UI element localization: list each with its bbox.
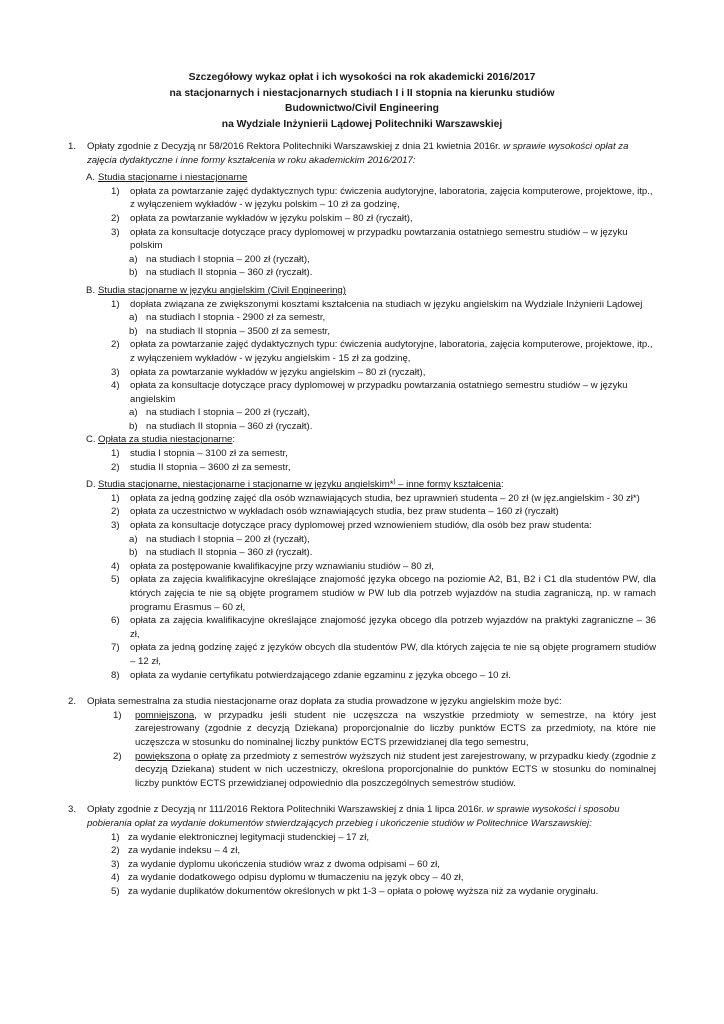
list-item bbox=[0, 885, 656, 899]
list-item bbox=[0, 750, 656, 791]
list-number: 3) bbox=[111, 520, 120, 532]
list-item bbox=[0, 379, 656, 406]
list-number: 1) bbox=[113, 709, 122, 721]
list-number: 5) bbox=[111, 574, 120, 586]
list-item bbox=[0, 641, 656, 668]
heading-colon: : bbox=[232, 434, 236, 446]
section-3-text: Opłaty zgodnie z Decyzją nr 111/2016 Rektora Politechniki Warszawskiej z dnia 1 lipca 2016r. bbox=[87, 804, 487, 816]
subsection-b bbox=[0, 284, 656, 298]
section-2 bbox=[0, 695, 656, 709]
list-item bbox=[0, 858, 656, 872]
list-item bbox=[0, 505, 656, 519]
list-letter: b) bbox=[129, 325, 138, 337]
list-item bbox=[0, 447, 656, 461]
list-item bbox=[0, 560, 656, 574]
list-number: 2) bbox=[111, 461, 120, 473]
list-text: dopłata związana ze zwiększonymi kosztami kształcenia na studiach w języku angielskim na Wydziale Inżynierii Lądowej bbox=[130, 298, 643, 310]
list-text: na studiach II stopnia – 360 zł (ryczałt). bbox=[146, 547, 313, 559]
list-text: opłata za powtarzanie wykładów w języku polskim – 80 zł (ryczałt), bbox=[130, 212, 413, 224]
list-text: studia I stopnia – 3100 zł za semestr, bbox=[130, 448, 288, 460]
list-text: za wydanie dodatkowego odpisu dyplomu w tłumaczeniu na język obcy – 40 zł, bbox=[128, 872, 464, 884]
list-subitem bbox=[0, 420, 656, 434]
title-line-2: na stacjonarnych i niestacjonarnych studiach I i II stopnia na kierunku studiów bbox=[169, 87, 555, 99]
list-text: na studiach I stopnia – 200 zł (ryczałt), bbox=[146, 533, 310, 545]
list-text: opłata za konsultacje dotyczące pracy dyplomowej w przypadku powtarzania ostatniego semestru studiów – w języku angielskim bbox=[130, 380, 628, 405]
section-3-italic: w sprawie wysokości i sposobu pobierania opłat za wydanie dokumentów stwierdzających przebieg i ukończenie studiów w Politechnice Warszawskiej: bbox=[87, 804, 620, 829]
list-item bbox=[0, 185, 656, 212]
list-text: na studiach I stopnia - 2900 zł za semestr, bbox=[146, 312, 326, 324]
list-number: 4) bbox=[111, 560, 120, 572]
list-item bbox=[0, 669, 656, 683]
title-line-1: Szczegółowy wykaz opłat i ich wysokości na rok akademicki 2016/2017 bbox=[188, 72, 536, 83]
list-text: studia II stopnia – 3600 zł za semestr, bbox=[130, 461, 291, 473]
list-letter: a) bbox=[129, 312, 138, 324]
list-item bbox=[0, 871, 656, 885]
list-item bbox=[0, 226, 656, 253]
heading-colon: : bbox=[501, 479, 504, 491]
list-keyword: pomniejszona bbox=[135, 709, 195, 721]
list-text: opłata za postępowanie kwalifikacyjne przy wznawianiu studiów – 80 zł, bbox=[130, 560, 434, 572]
list-text: opłata za jedną godzinę zajęć z języków obcych dla studentów PW, dla których zajęcia te nie są objęte programem studiów – 12 zł, bbox=[130, 642, 656, 667]
section-1-number: 1. bbox=[68, 141, 77, 152]
subsection-c-letter: C. bbox=[86, 434, 96, 446]
list-number: 7) bbox=[111, 642, 120, 654]
list-text: opłata za uczestnictwo w wykładach osób wznawiających studia, bez praw studenta – 160 zł (ryczałt) bbox=[130, 506, 559, 518]
list-item bbox=[0, 614, 656, 641]
list-number: 2) bbox=[111, 339, 120, 351]
list-number: 3) bbox=[111, 366, 120, 378]
subsection-d bbox=[0, 478, 656, 492]
list-item bbox=[0, 298, 656, 312]
subsection-c bbox=[0, 433, 656, 447]
subsection-c-heading: Opłata za studia niestacjonarne bbox=[98, 434, 233, 446]
list-subitem bbox=[0, 266, 656, 280]
list-letter: a) bbox=[129, 533, 138, 545]
section-2-text: Opłata semestralna za studia niestacjonarne oraz dopłata za studia prowadzone w języku angielskim może być: bbox=[87, 696, 562, 708]
list-item bbox=[0, 709, 656, 750]
list-item bbox=[0, 844, 656, 858]
subsection-d-heading-tail: – inne formy kształcenia bbox=[395, 479, 502, 491]
subsection-b-letter: B. bbox=[86, 284, 96, 296]
list-text: na studiach II stopnia – 360 zł (ryczałt). bbox=[146, 267, 313, 279]
document-body bbox=[0, 140, 724, 898]
title-line-3: Budownictwo/Civil Engineering bbox=[285, 103, 439, 115]
list-text: za wydanie indeksu – 4 zł, bbox=[128, 845, 240, 857]
list-item bbox=[0, 519, 656, 533]
list-text: opłata za jedną godzinę zajęć dla osób wznawiających studia, bez uprawnień studenta – 20 zł (w jęz.angielskim - 30 zł*) bbox=[130, 492, 640, 504]
list-number: 8) bbox=[111, 669, 120, 681]
subsection-a-letter: A. bbox=[86, 172, 96, 184]
list-item bbox=[0, 338, 656, 365]
list-number: 4) bbox=[111, 380, 120, 392]
list-text: o opłatę za przedmioty z semestrów wyższych niż student jest zarejestrowany, w przypadku kiedy (zgodnie z decyzją Dziekana) student w nich uczestniczy, określona proporcjonalnie do punktów ECTS w stosunku do nominalnej liczby punktów ECTS przewidzianej odpowiednio dla poszczególnych semestrów studiów. bbox=[135, 750, 656, 789]
list-text: opłata za powtarzanie wykładów w języku angielskim – 80 zł (ryczałt), bbox=[130, 366, 426, 378]
list-number: 2) bbox=[111, 212, 120, 224]
list-item bbox=[0, 831, 656, 845]
section-2-number: 2. bbox=[68, 696, 77, 708]
list-number: 5) bbox=[111, 885, 120, 897]
list-text: na studiach II stopnia – 3500 zł za semestr, bbox=[146, 325, 330, 337]
list-subitem bbox=[0, 325, 656, 339]
list-item bbox=[0, 573, 656, 614]
list-text: , w przypadku jeśli student nie uczęszcza na wszystkie przedmioty w semestrze, na który jest zarejestrowany (zgodnie z decyzją Dziekana) proporcjonalnie do liczby punktów ECTS za przedmioty, na które nie uczęszcza w stosunku do nominalnej liczby punktów ECTS przewidzianej dla tego semestru, bbox=[135, 709, 656, 748]
list-text: za wydanie elektronicznej legitymacji studenckiej – 17 zł, bbox=[128, 831, 370, 843]
list-letter: b) bbox=[129, 267, 138, 279]
section-1 bbox=[0, 140, 656, 167]
subsection-a-heading: Studia stacjonarne i niestacjonarne bbox=[98, 172, 248, 184]
list-text: za wydanie duplikatów dokumentów określonych w pkt 1-3 – opłata o połowę wyższa niż za wydanie oryginału. bbox=[128, 885, 599, 897]
list-keyword: powiększona bbox=[135, 750, 191, 762]
section-1-italic: w sprawie wysokości opłat za zajęcia dydaktyczne i inne formy kształcenia w roku akademickim 2016/2017: bbox=[87, 141, 629, 166]
footnote-mark: ) bbox=[393, 479, 396, 486]
list-number: 1) bbox=[111, 185, 120, 197]
list-number: 2) bbox=[113, 750, 122, 762]
list-number: 3) bbox=[111, 226, 120, 238]
list-number: 4) bbox=[111, 872, 120, 884]
list-text: za wydanie dyplomu ukończenia studiów wraz z dwoma odpisami – 60 zł, bbox=[128, 858, 440, 870]
list-text: opłata za zajęcia kwalifikacyjne określające znajomość języka obcego na poziomie A2, B1, B2 i C1 dla studentów PW, dla których zajęcia te nie są objęte programem studiów w PW lub dla potrzeb wyjazdów na studia zagraniczą, np. w ramach programu Erasmus – 60 zł, bbox=[130, 574, 656, 613]
list-subitem bbox=[0, 533, 656, 547]
section-1-text: Opłaty zgodnie z Decyzją nr 58/2016 Rektora Politechniki Warszawskiej z dnia 21 kwietnia 2016r. bbox=[87, 141, 504, 152]
list-item bbox=[0, 212, 656, 226]
list-number: 3) bbox=[111, 858, 120, 870]
subsection-d-heading: Studia stacjonarne, niestacjonarne i stacjonarne w języku angielskim* bbox=[98, 479, 394, 491]
list-number: 1) bbox=[111, 831, 120, 843]
list-text: opłata za konsultacje dotyczące pracy dyplomowej w przypadku powtarzania ostatniego semestru studiów – w języku polskim bbox=[130, 226, 628, 252]
list-letter: b) bbox=[129, 547, 138, 559]
subsection-b-heading: Studia stacjonarne w języku angielskim (Civil Engineering) bbox=[98, 284, 346, 296]
list-number: 2) bbox=[111, 506, 120, 518]
list-subitem bbox=[0, 406, 656, 420]
list-text: na studiach II stopnia – 360 zł (ryczałt). bbox=[146, 420, 313, 432]
list-subitem bbox=[0, 546, 656, 560]
list-subitem bbox=[0, 311, 656, 325]
list-text: opłata za konsultacje dotyczące pracy dyplomowej przed wznowieniem studiów, dla osób bez praw studenta: bbox=[130, 520, 592, 532]
section-3-number: 3. bbox=[68, 804, 77, 816]
list-item bbox=[0, 492, 656, 506]
subsection-d-letter: D. bbox=[86, 479, 96, 491]
list-item bbox=[0, 461, 656, 475]
list-letter: a) bbox=[129, 253, 138, 265]
list-letter: b) bbox=[129, 420, 138, 432]
title-line-4: na Wydziale Inżynierii Lądowej Politechniki Warszawskiej bbox=[221, 118, 503, 130]
list-number: 1) bbox=[111, 492, 120, 504]
list-number: 1) bbox=[111, 448, 120, 460]
document-title bbox=[0, 70, 724, 132]
list-text: opłata za wydanie certyfikatu potwierdzającego zdanie egzaminu z języka obcego – 10 zł. bbox=[130, 669, 511, 681]
list-number: 1) bbox=[111, 298, 120, 310]
list-subitem bbox=[0, 253, 656, 267]
list-number: 2) bbox=[111, 845, 120, 857]
list-text: opłata za zajęcia kwalifikacyjne określające znajomość języka obcego dla potrzeb wyjazdów na praktyki zagraniczne – 36 zł, bbox=[130, 615, 656, 640]
list-text: opłata za powtarzanie zajęć dydaktycznych typu: ćwiczenia audytoryjne, laboratoria, zajęcia komputerowe, projektowe, itp., z wyłączeniem wykładów - w języku angielskim - 15 zł za godzinę, bbox=[130, 339, 653, 364]
list-number: 6) bbox=[111, 615, 120, 627]
list-item bbox=[0, 366, 656, 380]
list-text: opłata za powtarzanie zajęć dydaktycznych typu: ćwiczenia audytoryjne, laboratoria, zajęcia komputerowe, projektowe, itp., z wyłączeniem wykładów - w języku polskim – 10 zł za godzinę, bbox=[130, 185, 653, 211]
list-text: na studiach I stopnia – 200 zł (ryczałt), bbox=[146, 407, 310, 419]
subsection-a bbox=[0, 171, 656, 185]
list-text: na studiach I stopnia – 200 zł (ryczałt), bbox=[146, 253, 310, 265]
section-3 bbox=[0, 803, 656, 830]
list-letter: a) bbox=[129, 407, 138, 419]
